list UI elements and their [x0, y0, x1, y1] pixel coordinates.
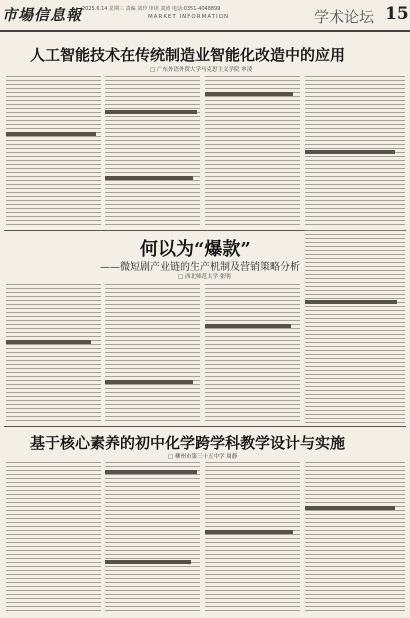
article-1-subheading	[105, 176, 193, 180]
article-3-subheading	[305, 506, 395, 510]
article-1-column-2	[105, 76, 200, 226]
article-2-subheading	[6, 340, 91, 344]
article-2-subheading	[105, 380, 193, 384]
column-name: 学术论坛	[314, 8, 375, 26]
article-3-column-2	[105, 462, 200, 612]
article-2-byline: □ 西北师范大学 张明	[178, 274, 231, 280]
article-1-subheading	[305, 150, 395, 154]
article-3-byline: □ 柳州市第三十五中学 周静	[168, 454, 238, 460]
article-3-subheading	[205, 530, 293, 534]
newspaper-logo: 市場信息報	[2, 6, 83, 24]
issue-date: 2025.6.14 星期三 责编 刘玲 审读 刘涛 电话:0351-4048899	[82, 6, 221, 12]
article-1-subheading	[6, 132, 96, 136]
article-2-subheading	[305, 300, 397, 304]
article-1-column-3	[205, 76, 300, 226]
article-2-subtitle: ——微短剧产业链的生产机制及营销策略分析	[100, 262, 300, 273]
article-1-subheading	[205, 92, 293, 96]
article-3-title: 基于核心素养的初中化学跨学科教学设计与实施	[30, 434, 346, 452]
article-3-column-4	[305, 462, 405, 612]
article-3-subheading	[105, 560, 191, 564]
article-3-column-3	[205, 462, 300, 612]
article-2-column-2	[105, 284, 200, 424]
article-1-byline: □ 广东外语外贸大学马克思主义学院 申凌	[150, 67, 253, 73]
article-1-subheading	[105, 110, 197, 114]
masthead	[0, 0, 410, 32]
page-number: 15	[385, 4, 409, 24]
article-2-column-4	[305, 230, 405, 424]
article-3-column-1	[6, 462, 101, 612]
article-2-title: 何以为“爆款”	[140, 239, 251, 260]
english-name: MARKET INFORMATION	[148, 14, 230, 20]
section-divider	[4, 426, 406, 427]
article-2-column-3	[205, 284, 300, 424]
article-2-subheading	[205, 324, 291, 328]
article-1-column-1	[6, 76, 101, 226]
article-3-subheading	[105, 470, 197, 474]
article-1-title: 人工智能技术在传统制造业智能化改造中的应用	[30, 46, 346, 64]
article-2-column-1	[6, 284, 101, 424]
